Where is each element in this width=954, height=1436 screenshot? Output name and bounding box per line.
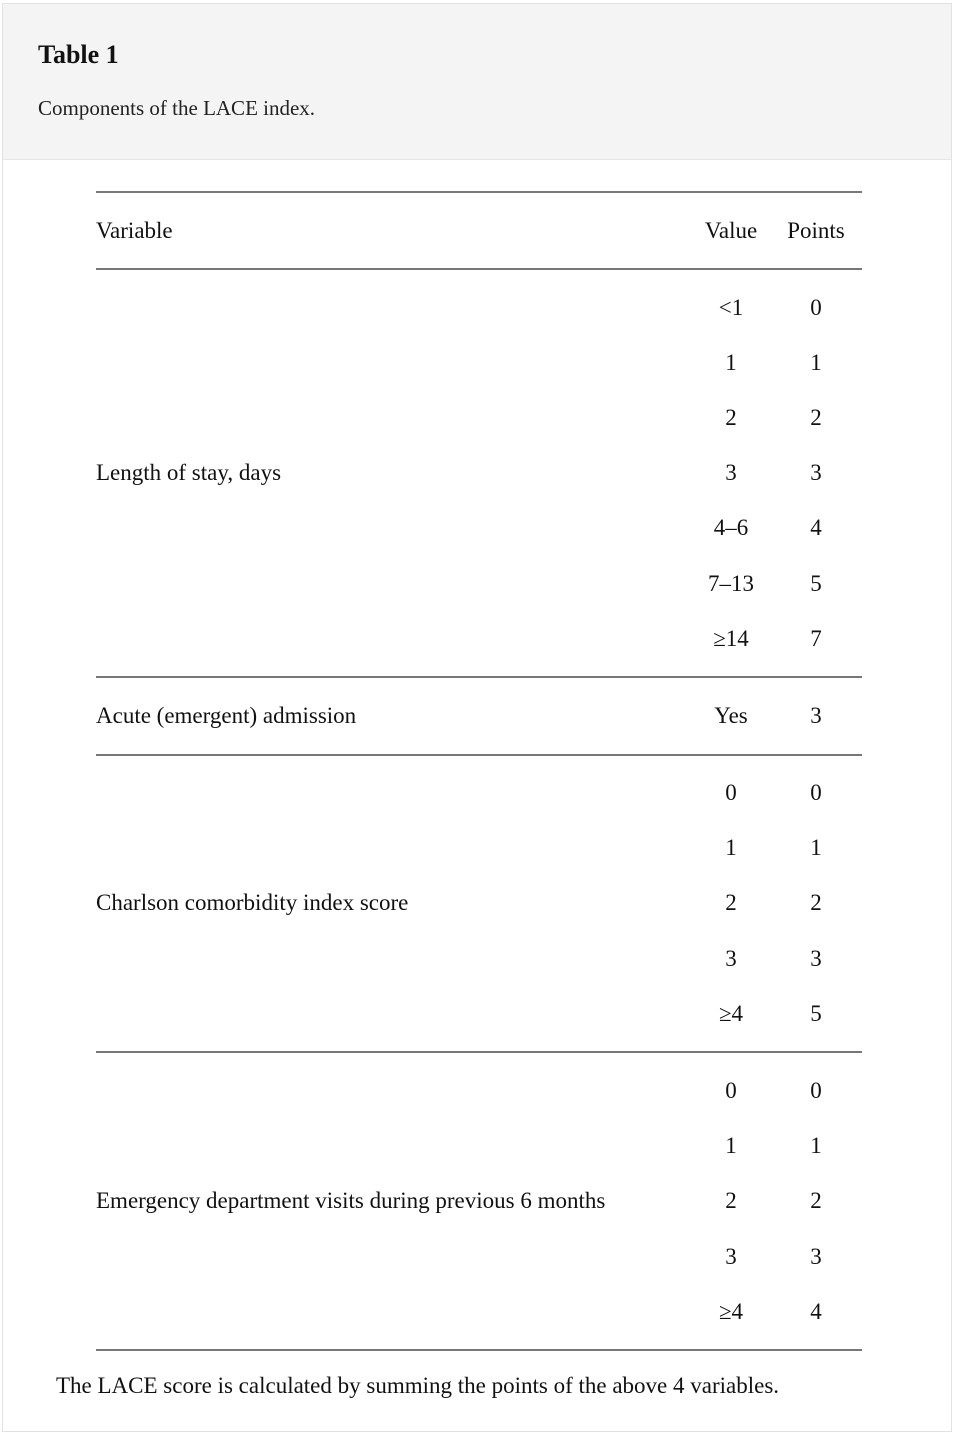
points-cell: 1 — [810, 349, 822, 375]
table-row — [96, 269, 862, 335]
value-cell: 0 — [725, 1078, 737, 1104]
value-cell: 1 — [725, 1133, 737, 1159]
table-label: Table 1 — [38, 40, 119, 69]
group-acute-admission — [96, 677, 862, 754]
points-cell: 7 — [810, 625, 822, 651]
points-cell: 0 — [810, 294, 822, 320]
points-cell: 3 — [810, 1243, 822, 1269]
column-header-variable: Variable — [96, 217, 173, 243]
value-cell: 7–13 — [708, 570, 754, 596]
points-cell: 0 — [810, 780, 822, 806]
table-row — [96, 755, 862, 821]
value-cell: 3 — [725, 945, 737, 971]
points-cell: 2 — [810, 404, 822, 430]
column-header-points: Points — [787, 217, 845, 243]
value-cell: 2 — [725, 404, 737, 430]
points-cell: 1 — [810, 1133, 822, 1159]
points-cell: 3 — [810, 460, 822, 486]
group-ed-visits — [96, 1052, 862, 1350]
lace-table — [96, 191, 862, 1351]
value-cell: 1 — [725, 835, 737, 861]
value-cell: Yes — [714, 702, 748, 728]
points-cell: 5 — [810, 1000, 822, 1026]
value-cell: ≥4 — [718, 1298, 744, 1324]
points-cell: 2 — [810, 890, 822, 916]
value-cell: <1 — [718, 294, 744, 320]
variable-cell: Charlson comorbidity index score — [96, 890, 409, 916]
points-cell: 3 — [810, 702, 822, 728]
value-cell: 2 — [725, 890, 737, 916]
points-cell: 4 — [810, 515, 822, 541]
value-cell: 4–6 — [713, 515, 749, 541]
table-header — [3, 4, 951, 160]
variable-cell: Length of stay, days — [96, 460, 282, 486]
value-cell: 2 — [725, 1188, 737, 1214]
table-caption: Components of the LACE index. — [38, 96, 316, 120]
header-row — [96, 192, 862, 269]
points-cell: 1 — [810, 835, 822, 861]
points-cell: 0 — [810, 1078, 822, 1104]
points-cell: 3 — [810, 945, 822, 971]
points-cell: 2 — [810, 1188, 822, 1214]
group-length-of-stay — [96, 269, 862, 677]
value-cell: 3 — [725, 1243, 737, 1269]
value-cell: ≥14 — [713, 625, 749, 651]
table-row — [96, 1052, 862, 1118]
table-row — [96, 677, 862, 754]
table-footnote: The LACE score is calculated by summing the points of the above 4 variables. — [56, 1373, 780, 1398]
group-charlson-index — [96, 755, 862, 1053]
value-cell: 1 — [725, 349, 737, 375]
value-cell: 0 — [725, 780, 737, 806]
value-cell: 3 — [725, 460, 737, 486]
variable-cell: Emergency department visits during previous 6 months — [96, 1188, 606, 1214]
column-header-value: Value — [704, 217, 758, 243]
variable-cell: Acute (emergent) admission — [96, 702, 357, 728]
points-cell: 5 — [810, 570, 822, 596]
points-cell: 4 — [810, 1298, 822, 1324]
value-cell: ≥4 — [718, 1000, 744, 1026]
